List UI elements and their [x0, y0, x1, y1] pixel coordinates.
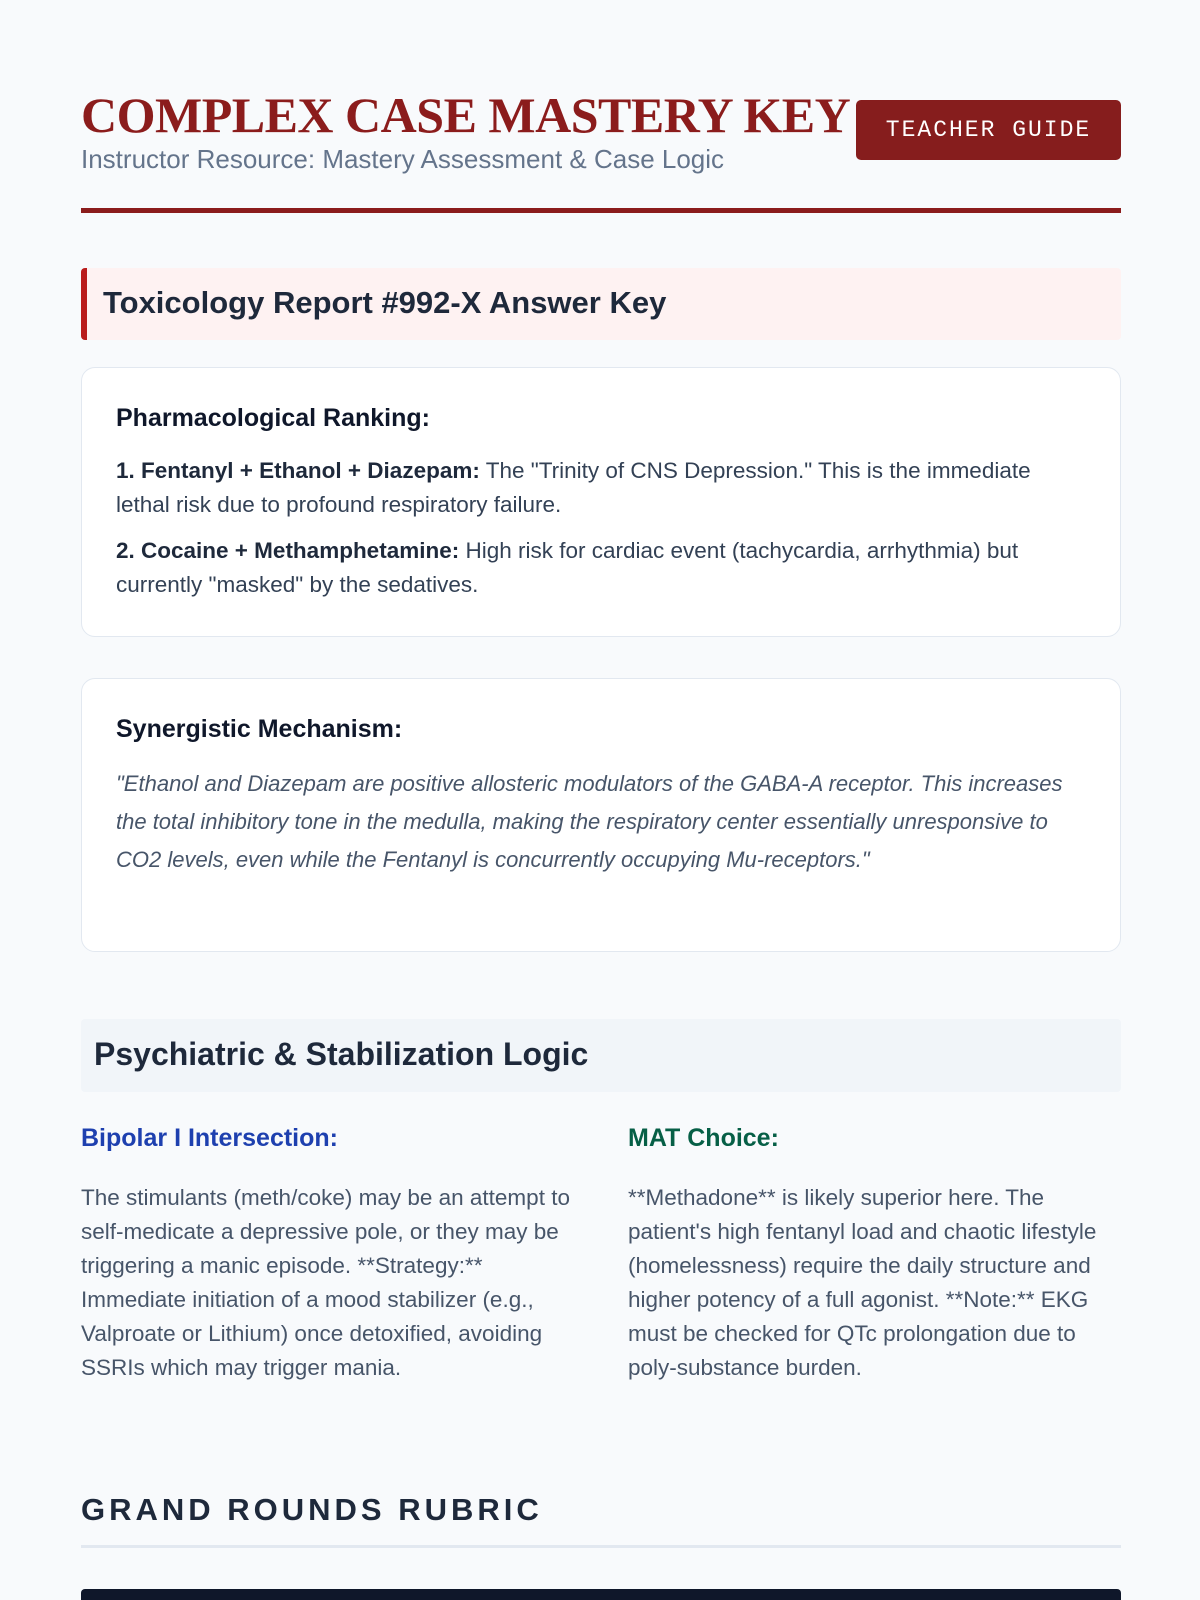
toxicology-section-header — [81, 268, 1121, 340]
ranking-item-1 — [116, 454, 1076, 522]
mat-title: MAT Choice: — [628, 1124, 779, 1152]
mechanism-quote: "Ethanol and Diazepam are positive allosteric modulators of the GABA-A receptor. This increases the total inhibitory tone in the medulla, making the respiratory center essentially unresponsive to CO2 levels, even while the Fentanyl is concurrently occupying Mu-receptors." — [116, 771, 1063, 872]
teacher-guide-badge: TEACHER GUIDE — [856, 100, 1121, 160]
toxicology-heading: Toxicology Report #992-X Answer Key — [103, 285, 667, 320]
page-header — [81, 82, 1121, 214]
ranking-title: Pharmacological Ranking: — [116, 404, 430, 432]
header-divider — [81, 208, 1121, 213]
rubric-table-header — [81, 1589, 1121, 1600]
synergistic-mechanism-card — [81, 678, 1121, 952]
psychiatric-heading: Psychiatric & Stabilization Logic — [94, 1036, 589, 1072]
pharmacological-ranking-card — [81, 367, 1121, 637]
bipolar-title: Bipolar I Intersection: — [81, 1124, 338, 1152]
mat-text: **Methadone** is likely superior here. The patient's high fentanyl load and chaotic lifestyle (homelessness) require the daily structure and higher potency of a full agonist. **Note:** EKG must be checked for QTc prolongation due to poly-substance burden. — [628, 1185, 1097, 1380]
rubric-divider — [81, 1545, 1121, 1548]
ranking-item-2 — [116, 534, 1076, 602]
rubric-heading: GRAND ROUNDS RUBRIC — [81, 1492, 543, 1527]
page-subtitle: Instructor Resource: Mastery Assessment & Case Logic — [81, 144, 725, 174]
mechanism-title: Synergistic Mechanism: — [116, 715, 403, 743]
ranking-item-2-text: High risk for cardiac event (tachycardia, arrhythmia) but currently "masked" by the sedatives. — [116, 538, 1019, 597]
ranking-item-1-text: The "Trinity of CNS Depression." This is the immediate lethal risk due to profound respiratory failure. — [116, 458, 1031, 517]
bipolar-column — [81, 1124, 576, 1385]
psychiatric-section-header — [81, 1019, 1121, 1092]
ranking-item-2-label: 2. Cocaine + Methamphetamine: — [116, 538, 460, 563]
bipolar-text: The stimulants (meth/coke) may be an attempt to self-medicate a depressive pole, or they may be triggering a manic episode. **Strategy:** Immediate initiation of a mood stabilizer (e.g., Valproate or Lithium) once detoxified, avoiding SSRIs which may trigger mania. — [81, 1185, 570, 1380]
mat-column — [628, 1124, 1123, 1385]
ranking-item-1-label: 1. Fentanyl + Ethanol + Diazepam: — [116, 458, 480, 483]
page-title: COMPLEX CASE MASTERY KEY — [81, 87, 851, 143]
